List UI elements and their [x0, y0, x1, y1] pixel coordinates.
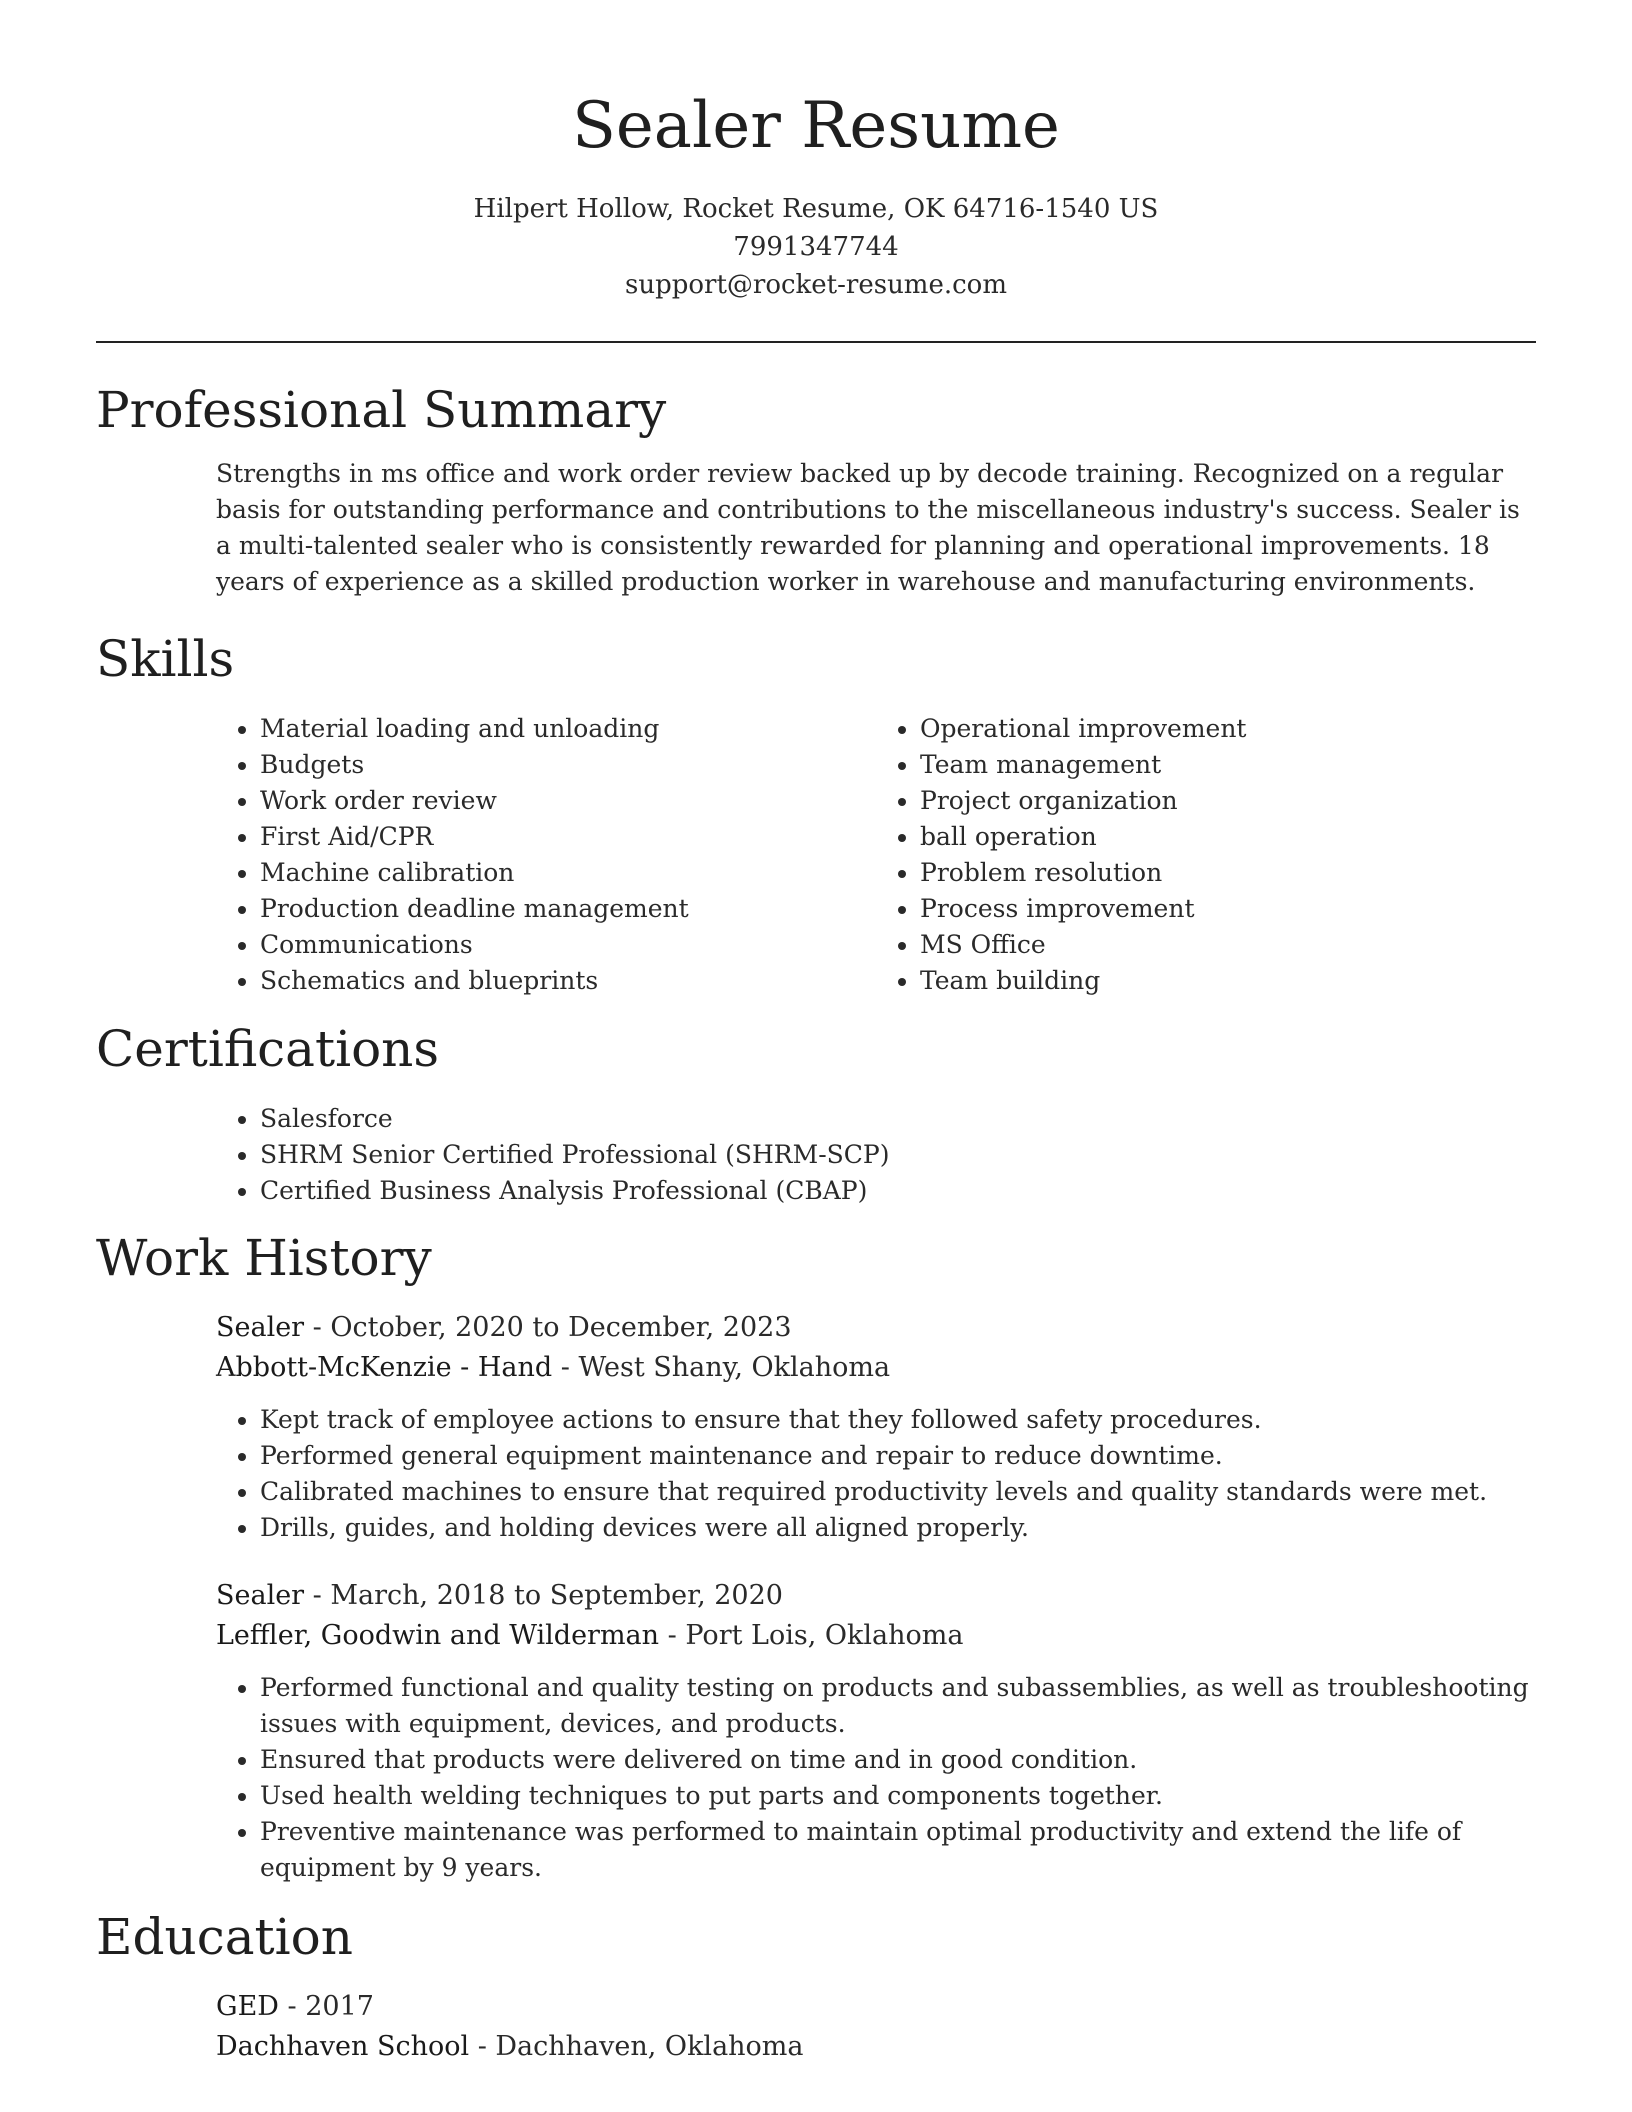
job-bullet: • Ensured that products were delivered on time and in good condition.	[260, 1742, 1536, 1778]
job-company: Abbott-McKenzie - Hand	[216, 1352, 553, 1383]
job-dates: October, 2020 to December, 2023	[330, 1312, 792, 1343]
skill-item: • Work order review	[260, 783, 876, 819]
skill-item: • First Aid/CPR	[260, 819, 876, 855]
skill-item: • Team management	[920, 747, 1536, 783]
job-company-line: Abbott-McKenzie - Hand - West Shany, Oklahoma	[216, 1352, 891, 1383]
certification-item: • Salesforce	[260, 1101, 1536, 1137]
skill-item: • Schematics and blueprints	[260, 963, 876, 999]
section-heading-summary: Professional Summary	[96, 381, 667, 439]
skill-item: • Operational improvement	[920, 711, 1536, 747]
job-title-line: Sealer - March, 2018 to September, 2020	[216, 1580, 783, 1611]
certifications-list	[216, 1101, 1536, 1209]
skill-item: • Machine calibration	[260, 855, 876, 891]
job-company-line: Leffler, Goodwin and Wilderman - Port Lois, Oklahoma	[216, 1620, 964, 1651]
skill-item: • Team building	[920, 963, 1536, 999]
header-divider	[96, 341, 1536, 343]
job-bullet: • Calibrated machines to ensure that required productivity levels and quality standards were met.	[260, 1474, 1536, 1510]
job-bullet: • Drills, guides, and holding devices were all aligned properly.	[260, 1510, 1536, 1546]
skill-item: • Production deadline management	[260, 891, 876, 927]
skill-item: • Process improvement	[920, 891, 1536, 927]
resume-header	[0, 0, 1632, 304]
education-year: 2017	[305, 1991, 374, 2022]
contact-address: Hilpert Hollow, Rocket Resume, OK 64716-1540 US	[473, 194, 1159, 224]
education-location: Dachhaven, Oklahoma	[495, 2031, 804, 2062]
summary-text: Strengths in ms office and work order review backed up by decode training. Recognized on a regular basis for outstanding performance and contributions to the miscellaneous industry's success. Sealer is a multi-talented sealer who is consistently rewarded for planning and operational improvements. 18 years of experience as a skilled production worker in warehouse and manufacturing environments.	[216, 459, 1520, 596]
job-location: Port Lois, Oklahoma	[685, 1620, 964, 1651]
skill-item: • ball operation	[920, 819, 1536, 855]
section-certifications	[96, 1017, 1536, 1209]
skills-columns	[216, 711, 1536, 999]
section-education	[96, 1905, 1536, 2067]
job-bullet: • Performed general equipment maintenance and repair to reduce downtime.	[260, 1438, 1536, 1474]
resume-title: Sealer Resume	[572, 89, 1060, 163]
job-bullet: • Used health welding techniques to put parts and components together.	[260, 1778, 1536, 1814]
job-entry	[216, 1308, 1536, 1546]
education-degree-line: GED - 2017	[216, 1991, 374, 2022]
job-title: Sealer	[216, 1312, 305, 1343]
section-summary	[96, 378, 1536, 600]
section-heading-education: Education	[96, 1908, 353, 1966]
contact-block	[0, 190, 1632, 304]
skill-item: • MS Office	[920, 927, 1536, 963]
job-location: West Shany, Oklahoma	[578, 1352, 891, 1383]
education-school: Dachhaven School	[216, 2031, 470, 2062]
skills-list-left	[216, 711, 876, 999]
section-heading-skills: Skills	[96, 630, 235, 688]
certification-item: • SHRM Senior Certified Professional (SHRM-SCP)	[260, 1137, 1536, 1173]
section-skills	[96, 627, 1536, 999]
job-company: Leffler, Goodwin and Wilderman	[216, 1620, 660, 1651]
education-degree: GED	[216, 1991, 279, 2022]
certification-item: • Certified Business Analysis Professional (CBAP)	[260, 1173, 1536, 1209]
contact-email: support@rocket-resume.com	[624, 270, 1007, 300]
job-dates: March, 2018 to September, 2020	[330, 1580, 783, 1611]
job-bullets	[216, 1670, 1536, 1886]
section-heading-certifications: Certifications	[96, 1020, 440, 1078]
skill-item: • Project organization	[920, 783, 1536, 819]
job-bullet: • Performed functional and quality testing on products and subassemblies, as well as troubleshooting issues with equipment, devices, and products.	[260, 1670, 1536, 1742]
job-bullets	[216, 1402, 1536, 1546]
job-bullet: • Kept track of employee actions to ensure that they followed safety procedures.	[260, 1402, 1536, 1438]
skill-item: • Material loading and unloading	[260, 711, 876, 747]
section-heading-work: Work History	[96, 1229, 432, 1287]
skill-item: • Communications	[260, 927, 876, 963]
job-title-line: Sealer - October, 2020 to December, 2023	[216, 1312, 792, 1343]
education-school-line: Dachhaven School - Dachhaven, Oklahoma	[216, 2031, 804, 2062]
job-bullet: • Preventive maintenance was performed to maintain optimal productivity and extend the life of equipment by 9 years.	[260, 1814, 1536, 1886]
skill-item: • Problem resolution	[920, 855, 1536, 891]
section-work-history	[96, 1226, 1536, 1886]
skills-list-right	[876, 711, 1536, 999]
contact-phone: 7991347744	[733, 232, 899, 262]
job-title: Sealer	[216, 1580, 305, 1611]
skill-item: • Budgets	[260, 747, 876, 783]
job-entry	[216, 1576, 1536, 1886]
